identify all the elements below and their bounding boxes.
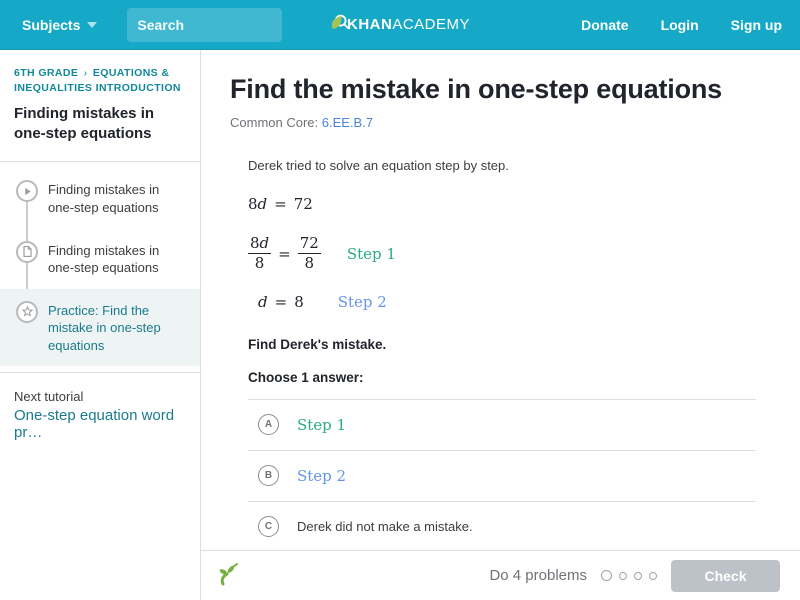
breadcrumb-separator: › bbox=[83, 67, 88, 79]
answer-option-c[interactable] bbox=[248, 501, 756, 551]
frac2-den: 8 bbox=[304, 254, 315, 273]
problem-question: Find Derek's mistake. bbox=[248, 336, 387, 352]
fraction-right bbox=[298, 235, 321, 273]
equation-step1 bbox=[248, 235, 800, 273]
frac1-num-coef: 8 bbox=[250, 234, 260, 252]
frac1-num-var: d bbox=[259, 234, 270, 252]
video-play-icon bbox=[16, 180, 38, 202]
exercise-footer bbox=[201, 550, 800, 600]
logo-academy-text: ACADEMY bbox=[392, 16, 471, 33]
signup-link[interactable]: Sign up bbox=[730, 17, 782, 33]
sidebar-item-label: Finding mistakes in one-step equations bbox=[48, 182, 160, 215]
eq1-equals: = bbox=[274, 195, 287, 213]
next-tutorial-link[interactable]: One-step equation word pr… bbox=[14, 407, 175, 442]
eq1-variable: d bbox=[257, 195, 268, 213]
choose-answer-label: Choose 1 answer: bbox=[248, 369, 364, 385]
check-button[interactable]: Check bbox=[671, 560, 780, 592]
article-document-icon bbox=[16, 241, 38, 263]
eq3-value: 8 bbox=[294, 292, 304, 311]
eq3-variable: d bbox=[258, 292, 268, 311]
next-tutorial-section bbox=[0, 373, 200, 457]
progress-dots bbox=[601, 570, 657, 581]
login-link[interactable]: Login bbox=[660, 17, 699, 33]
subjects-label: Subjects bbox=[22, 16, 81, 33]
progress-dot bbox=[649, 572, 657, 580]
sidebar bbox=[0, 50, 201, 600]
equation-original bbox=[248, 195, 800, 213]
progress-dot-current bbox=[601, 570, 612, 581]
logo-khan-text: KHAN bbox=[346, 16, 393, 33]
frac1-den: 8 bbox=[254, 254, 265, 273]
progress-dot bbox=[634, 572, 642, 580]
answer-text: Step 1 bbox=[297, 415, 347, 434]
eq1-coefficient: 8 bbox=[248, 195, 258, 213]
sidebar-item-video[interactable] bbox=[0, 168, 200, 228]
answer-letter-badge: B bbox=[258, 465, 279, 486]
sidebar-item-label: Practice: Find the mistake in one-step equations bbox=[48, 302, 161, 353]
top-header bbox=[0, 0, 800, 50]
main-content bbox=[201, 50, 800, 550]
problem-intro: Derek tried to solve an equation step by step. bbox=[248, 158, 509, 173]
common-core-label: Common Core: bbox=[230, 115, 319, 130]
step2-tag: Step 2 bbox=[337, 292, 387, 311]
sprout-icon bbox=[217, 560, 241, 591]
answer-option-b[interactable] bbox=[248, 450, 756, 501]
progress-label: Do 4 problems bbox=[489, 567, 587, 584]
chevron-down-icon bbox=[87, 22, 97, 28]
answer-list bbox=[248, 399, 756, 551]
tutorial-title: Finding mistakes in one-step equations bbox=[14, 105, 155, 142]
subjects-dropdown[interactable] bbox=[22, 17, 97, 33]
sidebar-item-label: Finding mistakes in one-step equations bbox=[48, 242, 160, 276]
next-tutorial-label: Next tutorial bbox=[14, 389, 84, 405]
exercise-area bbox=[248, 158, 800, 550]
leaf-icon bbox=[330, 15, 343, 35]
equation-step2 bbox=[248, 293, 800, 311]
answer-text: Step 2 bbox=[297, 466, 347, 485]
fraction-left bbox=[248, 235, 271, 273]
breadcrumb-topic-link[interactable]: EQUATIONS & INEQUALITIES INTRODUCTION bbox=[14, 67, 181, 95]
eq1-value: 72 bbox=[293, 195, 313, 213]
answer-letter-badge: A bbox=[258, 414, 279, 435]
breadcrumb bbox=[0, 50, 200, 96]
sidebar-item-article[interactable] bbox=[0, 229, 200, 289]
khan-academy-logo[interactable] bbox=[300, 0, 500, 50]
eq2-equals: = bbox=[278, 244, 291, 263]
frac2-num: 72 bbox=[298, 235, 321, 254]
donate-link[interactable]: Donate bbox=[581, 17, 629, 33]
common-core-standard-link[interactable]: 6.EE.B.7 bbox=[321, 115, 374, 130]
sidebar-item-practice-active[interactable] bbox=[0, 289, 200, 367]
answer-option-a[interactable] bbox=[248, 399, 756, 450]
progress-dot bbox=[619, 572, 627, 580]
step1-tag: Step 1 bbox=[346, 244, 396, 263]
footer-controls bbox=[489, 560, 780, 592]
answer-text: Derek did not make a mistake. bbox=[297, 518, 473, 534]
page-title: Find the mistake in one-step equations bbox=[230, 74, 722, 104]
header-nav bbox=[581, 0, 800, 50]
eq3-equals: = bbox=[274, 292, 288, 311]
tutorial-playlist bbox=[0, 161, 200, 373]
common-core-row bbox=[230, 115, 800, 130]
breadcrumb-grade-link[interactable]: 6TH GRADE bbox=[14, 67, 79, 79]
practice-star-icon bbox=[16, 301, 38, 323]
search-box[interactable] bbox=[127, 8, 282, 42]
answer-letter-badge: C bbox=[258, 516, 279, 537]
